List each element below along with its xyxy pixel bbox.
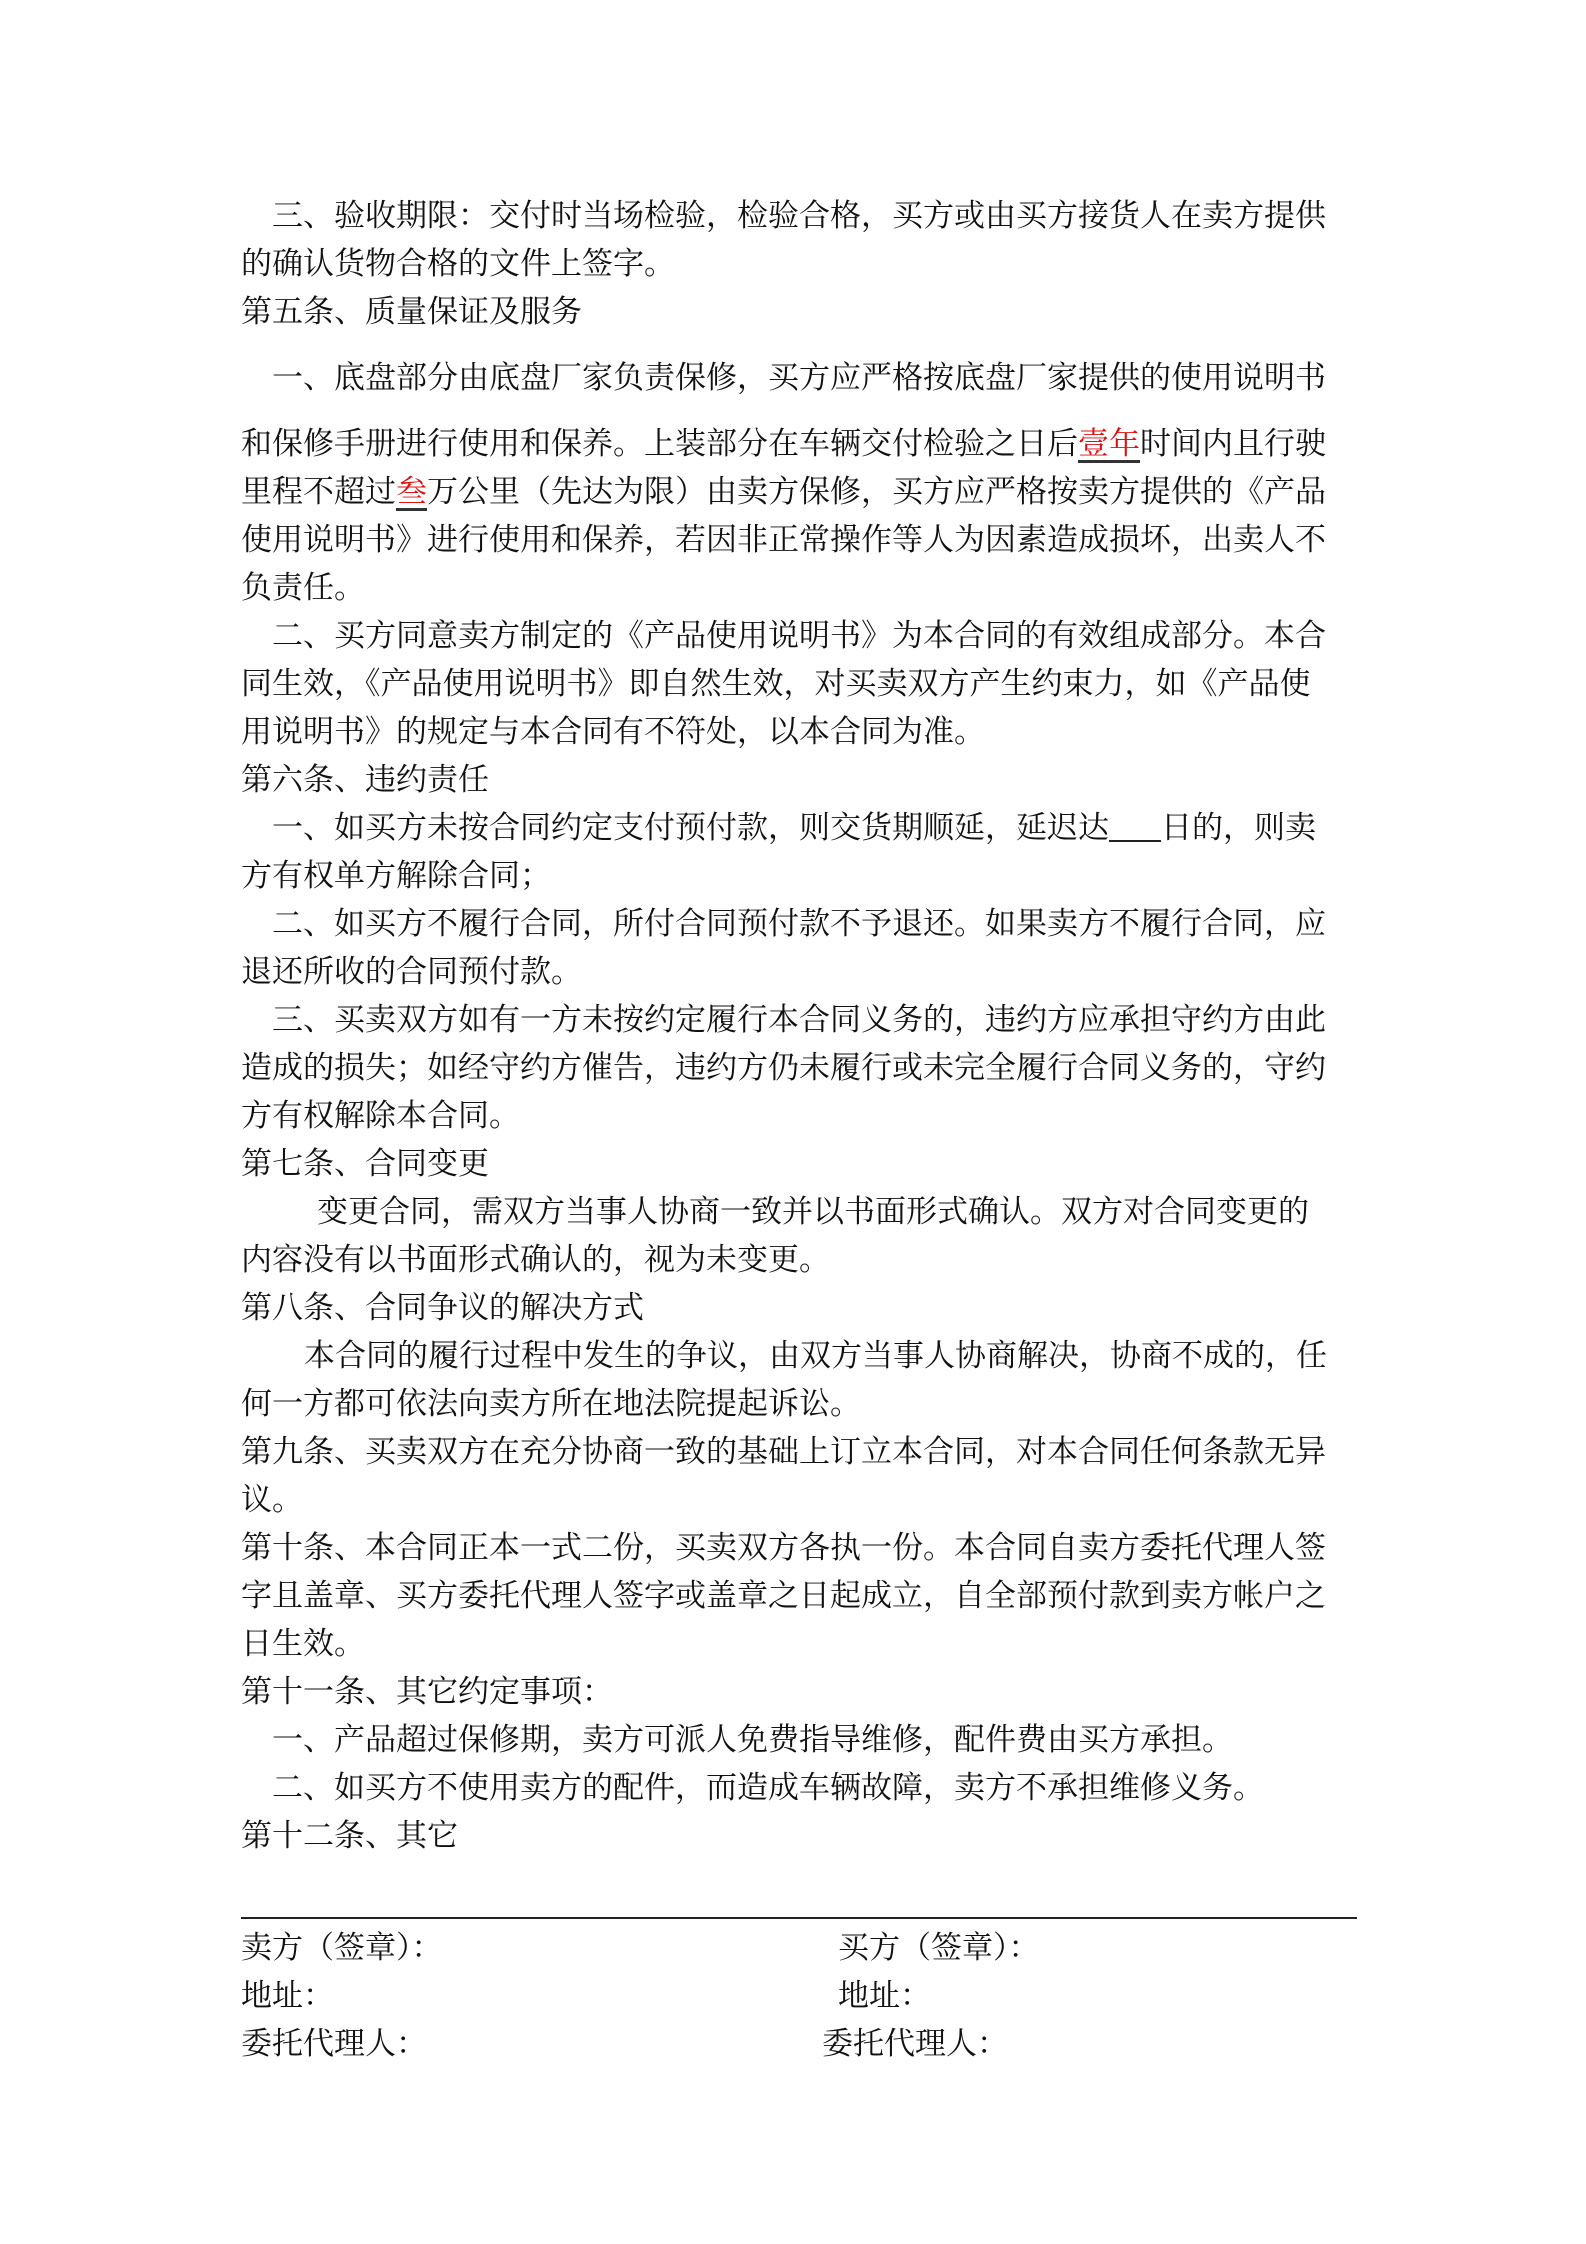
warranty-mileage-value: 叁 bbox=[396, 474, 427, 510]
article-7-body: 变更合同，需双方当事人协商一致并以书面形式确认。双方对合同变更的 bbox=[317, 1194, 1309, 1230]
article-8-title: 第八条、合同争议的解决方式 bbox=[241, 1290, 644, 1326]
signature-divider bbox=[241, 1917, 1357, 1919]
seller-agent-label: 委托代理人： bbox=[241, 2026, 427, 2062]
article-5-para-1: 一、底盘部分由底盘厂家负责保修，买方应严格按底盘厂家提供的使用说明书 bbox=[272, 360, 1326, 396]
buyer-agent-label: 委托代理人： bbox=[822, 2026, 1008, 2062]
article-6-para-1: 方有权单方解除合同； bbox=[241, 858, 551, 894]
contract-body bbox=[241, 192, 1357, 1860]
article-5-title: 第五条、质量保证及服务 bbox=[241, 294, 582, 330]
article-5-para-1 bbox=[241, 468, 1357, 516]
seller-address-label: 地址： bbox=[241, 1978, 334, 2014]
article-6-para-2: 二、如买方不履行合同，所付合同预付款不予退还。如果卖方不履行合同，应 bbox=[272, 906, 1326, 942]
text-span: 万公里（先达为限）由卖方保修，买方应严格按卖方提供的《产品 bbox=[427, 474, 1326, 510]
article-8-body: 本合同的履行过程中发生的争议，由双方当事人协商解决，协商不成的，任 bbox=[304, 1338, 1327, 1374]
article-11-para-2: 二、如买方不使用卖方的配件，而造成车辆故障，卖方不承担维修义务。 bbox=[272, 1770, 1264, 1806]
article-6-para-3: 方有权解除本合同。 bbox=[241, 1098, 520, 1134]
article-5-para-2: 同生效，《产品使用说明书》即自然生效，对买卖双方产生约束力，如《产品使 bbox=[241, 666, 1311, 702]
article-6-title: 第六条、违约责任 bbox=[241, 762, 489, 798]
warranty-years-value: 壹年 bbox=[1078, 426, 1140, 462]
buyer-seal-label: 买方（签章）： bbox=[838, 1930, 1040, 1966]
article-6-para-3: 造成的损失；如经守约方催告，违约方仍未履行或未完全履行合同义务的，守约 bbox=[241, 1050, 1326, 1086]
article-6-para-2: 退还所收的合同预付款。 bbox=[241, 954, 582, 990]
article-5-para-1: 负责任。 bbox=[241, 570, 365, 606]
article-10-body: 第十条、本合同正本一式二份，买卖双方各执一份。本合同自卖方委托代理人签 bbox=[241, 1530, 1326, 1566]
seller-seal-label: 卖方（签章）： bbox=[241, 1930, 443, 1966]
article-8-body: 何一方都可依法向卖方所在地法院提起诉讼。 bbox=[241, 1386, 861, 1422]
article-6-para-1 bbox=[241, 804, 1357, 852]
text-span: 日的，则卖 bbox=[1161, 810, 1316, 846]
article-6-para-3: 三、买卖双方如有一方未按约定履行本合同义务的，违约方应承担守约方由此 bbox=[272, 1002, 1326, 1038]
article-10-body: 日生效。 bbox=[241, 1626, 365, 1662]
article-9-body: 第九条、买卖双方在充分协商一致的基础上订立本合同，对本合同任何条款无异 bbox=[241, 1434, 1326, 1470]
text-span: 时间内且行驶 bbox=[1140, 426, 1326, 462]
buyer-address-label: 地址： bbox=[838, 1978, 931, 2014]
text-span: 里程不超过 bbox=[241, 474, 396, 510]
fill-in-blank bbox=[1109, 810, 1161, 842]
article-11-para-1: 一、产品超过保修期，卖方可派人免费指导维修，配件费由买方承担。 bbox=[272, 1722, 1233, 1758]
article-7-title: 第七条、合同变更 bbox=[241, 1146, 489, 1182]
article-11-title: 第十一条、其它约定事项： bbox=[241, 1674, 613, 1710]
article-5-para-2: 用说明书》的规定与本合同有不符处，以本合同为准。 bbox=[241, 714, 985, 750]
section-3-line: 的确认货物合格的文件上签字。 bbox=[241, 246, 675, 282]
article-10-body: 字且盖章、买方委托代理人签字或盖章之日起成立，自全部预付款到卖方帐户之 bbox=[241, 1578, 1326, 1614]
article-12-title: 第十二条、其它 bbox=[241, 1818, 458, 1854]
article-5-para-2: 二、买方同意卖方制定的《产品使用说明书》为本合同的有效组成部分。本合 bbox=[272, 618, 1326, 654]
article-7-body: 内容没有以书面形式确认的，视为未变更。 bbox=[241, 1242, 830, 1278]
article-5-para-1 bbox=[241, 420, 1357, 468]
text-span: 一、如买方未按合同约定支付预付款，则交货期顺延，延迟达 bbox=[272, 810, 1109, 846]
text-span: 和保修手册进行使用和保养。上装部分在车辆交付检验之日后 bbox=[241, 426, 1078, 462]
section-3-line: 三、验收期限：交付时当场检验，检验合格，买方或由买方接货人在卖方提供 bbox=[272, 198, 1326, 234]
article-5-para-1: 使用说明书》进行使用和保养，若因非正常操作等人为因素造成损坏，出卖人不 bbox=[241, 522, 1326, 558]
article-9-body: 议。 bbox=[241, 1482, 303, 1518]
